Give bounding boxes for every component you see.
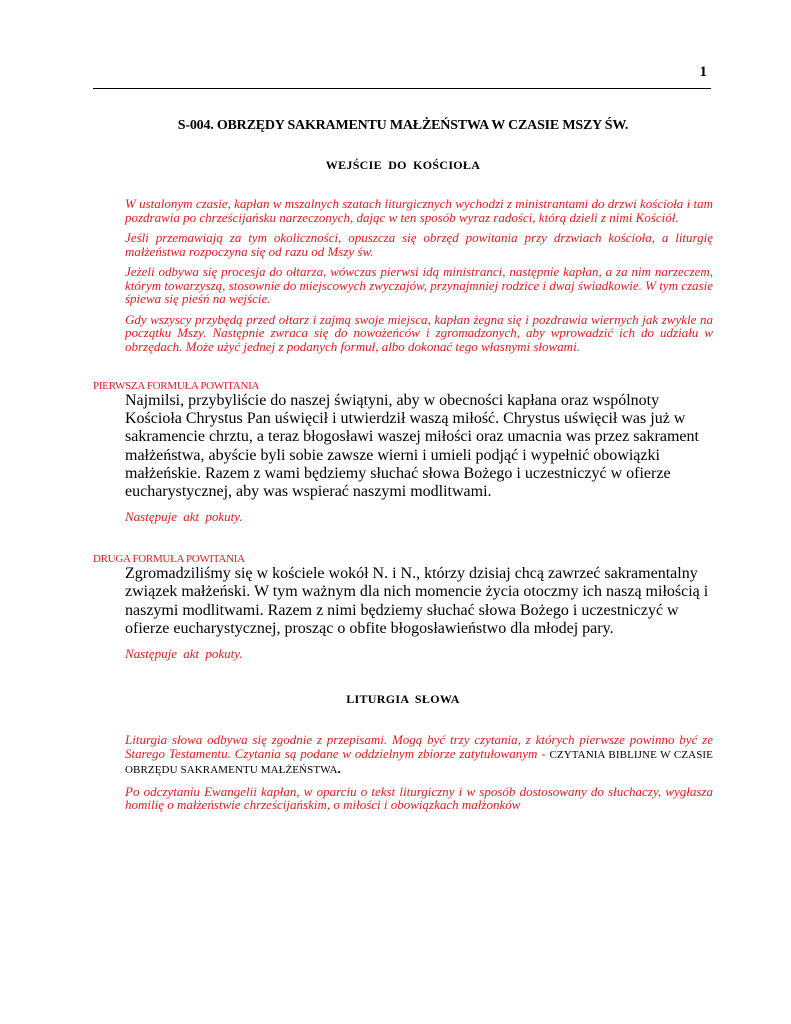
section-title-entrance: WEJŚCIE DO KOŚCIOŁA bbox=[325, 158, 481, 172]
document-title: S-004. OBRZĘDY SAKRAMENTU MAŁŻEŃSTWA W CZASIE MSZY ŚW. bbox=[177, 118, 629, 133]
rubric-entrance-1: W ustalonym czasie, kapłan w mszalnych szatach liturgicznych wychodzi z ministrantami do drzwi kościoła i tam pozdrawia po chrześcijańsku narzeczonych, dając w ten sposób wyraz radości, którą dzieli z nimi Kościół. bbox=[125, 196, 713, 225]
section-title-liturgy: LITURGIA SŁOWA bbox=[346, 692, 460, 707]
rubric-entrance-4: Gdy wszyscy przybędą przed ołtarz i zajmą swoje miejsca, kapłan żegna się i pozdrawia wiernych jak zwykle na początku Mszy. Następnie zwraca się do nowożeńców i zgromadzonych, aby wprowadzić ich do udziału w obrzędach. Może użyć jednej z podanych formuł, albo dokonać tego własnymi słowami. bbox=[125, 311, 713, 354]
formula-heading-first: PIERWSZA FORMUŁA POWITANIA bbox=[93, 380, 260, 392]
prayer-text-first: Najmilsi, przybyliście do naszej świątyni, aby w obecności kapłana oraz wspólnoty Kościoła Chrystus Pan uświęcił i utwierdził waszą miłość. Chrystus uświęcił was już w sakramencie chrztu, a teraz błogosławi waszej miłości oraz umacnia was przez sakrament małżeństwa, abyście byli sobie zawsze wierni i umieli podjąć i wypełnić obowiązki małżeńskie. Razem z wami będziemy słuchać słowa Bożego i uczestniczyć w ofierze eucharystycznej, aby was wspierać naszymi modlitwami. bbox=[125, 392, 699, 501]
page-number: 1 bbox=[699, 64, 707, 80]
lectionary-reference-end: . bbox=[337, 761, 341, 777]
formula-heading-second: DRUGA FORMUŁA POWITANIA bbox=[93, 553, 245, 566]
rubric-penance-first: Następuje akt pokuty. bbox=[125, 509, 243, 525]
prayer-text-second: Zgromadziliśmy się w kościele wokół N. i N., którzy dzisiaj chcą zawrzeć sakramentalny związek małżeński. W tym ważnym dla nich momencie życia otoczmy ich naszą miłością i naszymi modlitwami. Razem z nimi będziemy słuchać słowa Bożego i uczestniczyć w ofierze eucharystycznej, prosząc o obfite błogosławieństwo dla młodej pary. bbox=[125, 565, 709, 637]
rubric-entrance-2: Jeśli przemawiają za tym okoliczności, opuszcza się obrzęd powitania przy drzwiach kościoła, a liturgię małżeństwa rozpoczyna się od razu od Mszy św. bbox=[125, 230, 713, 259]
lectionary-reference: CZYTANIA BIBLIJNE W CZASIE OBRZĘDU SAKRAMENTU MAŁŻEŃSTWA bbox=[125, 748, 714, 777]
header-rule bbox=[93, 88, 711, 89]
rubric-liturgy-1-text: Liturgia słowa odbywa się zgodnie z przepisami. Mogą być trzy czytania, z których pierwsze powinno być ze Starego Testamentu. Czytania są podane w oddzielnym zbiorze zatytułowanym - bbox=[125, 732, 713, 761]
rubric-penance-second: Następuje akt pokuty. bbox=[125, 646, 243, 662]
rubric-entrance-3: Jeżeli odbywa się procesja do ołtarza, wówczas pierwsi idą ministranci, następnie kapłan, a za nim narzeczem, którym towarzyszą, stosownie do miejscowych zwyczajów, przynajmniej rodzice i dwaj świadkowie. W tym czasie śpiewa się pieśń na wejście. bbox=[125, 264, 713, 306]
page-content bbox=[93, 118, 713, 819]
rubric-liturgy-2: Po odczytaniu Ewangelii kapłan, w oparciu o tekst liturgiczny i w sposób dostosowany do słuchaczy, wygłasza homilię o małżeństwie chrześcijańskim, o miłości i obowiązkach małżonków bbox=[125, 783, 713, 813]
rubric-liturgy-1 bbox=[125, 733, 713, 778]
